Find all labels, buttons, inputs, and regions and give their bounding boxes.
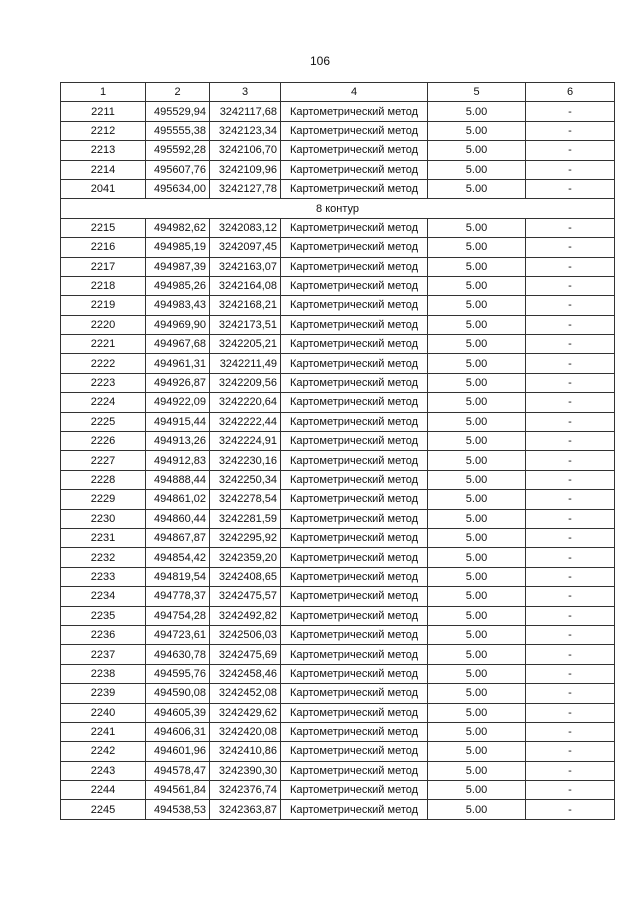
table-row: [61, 354, 615, 373]
cell-point-number: 2220: [61, 315, 146, 334]
cell-note: -: [526, 625, 615, 644]
cell-coord-x: 494860,44: [146, 509, 210, 528]
cell-coord-x: 494969,90: [146, 315, 210, 334]
cell-point-number: 2232: [61, 548, 146, 567]
cell-accuracy: 5.00: [428, 432, 526, 451]
cell-accuracy: 5.00: [428, 625, 526, 644]
cell-accuracy: 5.00: [428, 781, 526, 800]
cell-note: -: [526, 781, 615, 800]
cell-point-number: 2228: [61, 470, 146, 489]
cell-method: Картометрический метод: [281, 335, 428, 354]
cell-coord-x: 495592,28: [146, 141, 210, 160]
table-row: [61, 781, 615, 800]
cell-accuracy: 5.00: [428, 509, 526, 528]
cell-point-number: 2227: [61, 451, 146, 470]
cell-accuracy: 5.00: [428, 335, 526, 354]
cell-coord-x: 494606,31: [146, 722, 210, 741]
table-row: [61, 528, 615, 547]
table-row: [61, 179, 615, 198]
coordinates-table: [60, 82, 615, 820]
cell-note: -: [526, 761, 615, 780]
cell-coord-y: 3242123,34: [210, 121, 281, 140]
cell-method: Картометрический метод: [281, 160, 428, 179]
table-row: [61, 645, 615, 664]
table-row: [61, 606, 615, 625]
cell-point-number: 2214: [61, 160, 146, 179]
cell-coord-y: 3242117,68: [210, 102, 281, 121]
table-row: [61, 160, 615, 179]
cell-note: -: [526, 490, 615, 509]
cell-point-number: 2231: [61, 528, 146, 547]
table-row: [61, 276, 615, 295]
table-row: [61, 412, 615, 431]
cell-coord-y: 3242376,74: [210, 781, 281, 800]
cell-method: Картометрический метод: [281, 548, 428, 567]
cell-point-number: 2219: [61, 296, 146, 315]
header-col-1: 1: [61, 83, 146, 102]
cell-coord-x: 494861,02: [146, 490, 210, 509]
cell-note: -: [526, 238, 615, 257]
cell-coord-x: 494538,53: [146, 800, 210, 819]
cell-method: Картометрический метод: [281, 684, 428, 703]
cell-point-number: 2221: [61, 335, 146, 354]
cell-note: -: [526, 102, 615, 121]
cell-coord-y: 3242230,16: [210, 451, 281, 470]
cell-coord-y: 3242281,59: [210, 509, 281, 528]
cell-method: Картометрический метод: [281, 141, 428, 160]
table-row: [61, 490, 615, 509]
cell-note: -: [526, 800, 615, 819]
cell-note: -: [526, 296, 615, 315]
cell-note: -: [526, 548, 615, 567]
cell-accuracy: 5.00: [428, 141, 526, 160]
cell-method: Картометрический метод: [281, 218, 428, 237]
cell-point-number: 2234: [61, 587, 146, 606]
table-row: [61, 722, 615, 741]
cell-coord-x: 494578,47: [146, 761, 210, 780]
cell-coord-x: 494778,37: [146, 587, 210, 606]
cell-note: -: [526, 684, 615, 703]
table-row: [61, 587, 615, 606]
cell-method: Картометрический метод: [281, 179, 428, 198]
cell-method: Картометрический метод: [281, 761, 428, 780]
cell-accuracy: 5.00: [428, 238, 526, 257]
cell-point-number: 2243: [61, 761, 146, 780]
cell-point-number: 2237: [61, 645, 146, 664]
cell-coord-y: 3242164,08: [210, 276, 281, 295]
table-row: [61, 432, 615, 451]
cell-note: -: [526, 354, 615, 373]
table-row: [61, 296, 615, 315]
table-row: [61, 121, 615, 140]
cell-accuracy: 5.00: [428, 703, 526, 722]
cell-coord-x: 494915,44: [146, 412, 210, 431]
cell-coord-y: 3242458,46: [210, 664, 281, 683]
cell-accuracy: 5.00: [428, 296, 526, 315]
cell-point-number: 2216: [61, 238, 146, 257]
cell-method: Картометрический метод: [281, 257, 428, 276]
cell-method: Картометрический метод: [281, 587, 428, 606]
page-number: 106: [309, 54, 331, 68]
header-col-2: 2: [146, 83, 210, 102]
cell-note: -: [526, 160, 615, 179]
table-row: [61, 470, 615, 489]
cell-method: Картометрический метод: [281, 490, 428, 509]
cell-coord-y: 3242205,21: [210, 335, 281, 354]
cell-coord-y: 3242492,82: [210, 606, 281, 625]
cell-coord-y: 3242224,91: [210, 432, 281, 451]
cell-accuracy: 5.00: [428, 722, 526, 741]
header-col-6: 6: [526, 83, 615, 102]
table-row: [61, 238, 615, 257]
cell-point-number: 2241: [61, 722, 146, 741]
cell-coord-x: 494630,78: [146, 645, 210, 664]
cell-note: -: [526, 276, 615, 295]
cell-point-number: 2235: [61, 606, 146, 625]
cell-note: -: [526, 393, 615, 412]
cell-point-number: 2212: [61, 121, 146, 140]
table-row: [61, 800, 615, 819]
cell-point-number: 2239: [61, 684, 146, 703]
cell-point-number: 2240: [61, 703, 146, 722]
cell-point-number: 2225: [61, 412, 146, 431]
cell-accuracy: 5.00: [428, 102, 526, 121]
header-col-4: 4: [281, 83, 428, 102]
cell-method: Картометрический метод: [281, 722, 428, 741]
cell-accuracy: 5.00: [428, 354, 526, 373]
cell-accuracy: 5.00: [428, 451, 526, 470]
cell-coord-y: 3242475,69: [210, 645, 281, 664]
table-row: [61, 393, 615, 412]
table-body-before: [61, 102, 615, 199]
cell-coord-x: 494922,09: [146, 393, 210, 412]
cell-coord-x: 494723,61: [146, 625, 210, 644]
cell-method: Картометрический метод: [281, 645, 428, 664]
cell-coord-y: 3242173,51: [210, 315, 281, 334]
cell-method: Картометрический метод: [281, 703, 428, 722]
cell-method: Картометрический метод: [281, 393, 428, 412]
section-label: 8 контур: [61, 199, 615, 218]
cell-method: Картометрический метод: [281, 102, 428, 121]
cell-coord-y: 3242420,08: [210, 722, 281, 741]
cell-note: -: [526, 645, 615, 664]
cell-note: -: [526, 373, 615, 392]
cell-accuracy: 5.00: [428, 606, 526, 625]
cell-coord-x: 494601,96: [146, 742, 210, 761]
cell-note: -: [526, 606, 615, 625]
cell-point-number: 2238: [61, 664, 146, 683]
cell-point-number: 2215: [61, 218, 146, 237]
cell-point-number: 2041: [61, 179, 146, 198]
cell-coord-y: 3242452,08: [210, 684, 281, 703]
cell-coord-x: 494590,08: [146, 684, 210, 703]
table-row: [61, 141, 615, 160]
header-row: [61, 83, 615, 102]
cell-note: -: [526, 335, 615, 354]
cell-coord-x: 495634,00: [146, 179, 210, 198]
table-row: [61, 664, 615, 683]
cell-note: -: [526, 257, 615, 276]
cell-coord-y: 3242083,12: [210, 218, 281, 237]
cell-method: Картометрический метод: [281, 296, 428, 315]
cell-coord-y: 3242222,44: [210, 412, 281, 431]
cell-method: Картометрический метод: [281, 470, 428, 489]
cell-note: -: [526, 141, 615, 160]
cell-method: Картометрический метод: [281, 238, 428, 257]
cell-coord-y: 3242359,20: [210, 548, 281, 567]
cell-coord-y: 3242209,56: [210, 373, 281, 392]
cell-coord-y: 3242127,78: [210, 179, 281, 198]
cell-note: -: [526, 703, 615, 722]
cell-point-number: 2230: [61, 509, 146, 528]
cell-coord-x: 494985,26: [146, 276, 210, 295]
header-col-5: 5: [428, 83, 526, 102]
cell-note: -: [526, 179, 615, 198]
cell-coord-y: 3242363,87: [210, 800, 281, 819]
table-row: [61, 451, 615, 470]
table-row: [61, 742, 615, 761]
cell-note: -: [526, 567, 615, 586]
cell-method: Картометрический метод: [281, 373, 428, 392]
cell-method: Картометрический метод: [281, 625, 428, 644]
cell-coord-y: 3242475,57: [210, 587, 281, 606]
cell-point-number: 2229: [61, 490, 146, 509]
table-row: [61, 509, 615, 528]
cell-coord-x: 494888,44: [146, 470, 210, 489]
header-col-3: 3: [210, 83, 281, 102]
cell-method: Картометрический метод: [281, 606, 428, 625]
table-row: [61, 567, 615, 586]
cell-coord-y: 3242220,64: [210, 393, 281, 412]
table-row: [61, 684, 615, 703]
cell-coord-x: 494961,31: [146, 354, 210, 373]
cell-accuracy: 5.00: [428, 567, 526, 586]
cell-coord-x: 494983,43: [146, 296, 210, 315]
cell-coord-x: 495529,94: [146, 102, 210, 121]
cell-method: Картометрический метод: [281, 451, 428, 470]
cell-point-number: 2211: [61, 102, 146, 121]
cell-method: Картометрический метод: [281, 781, 428, 800]
cell-method: Картометрический метод: [281, 664, 428, 683]
cell-point-number: 2242: [61, 742, 146, 761]
cell-accuracy: 5.00: [428, 684, 526, 703]
cell-coord-x: 494754,28: [146, 606, 210, 625]
cell-point-number: 2226: [61, 432, 146, 451]
cell-coord-y: 3242097,45: [210, 238, 281, 257]
cell-accuracy: 5.00: [428, 742, 526, 761]
cell-note: -: [526, 587, 615, 606]
cell-note: -: [526, 509, 615, 528]
table-row: [61, 625, 615, 644]
cell-note: -: [526, 315, 615, 334]
table-row: [61, 761, 615, 780]
cell-method: Картометрический метод: [281, 800, 428, 819]
cell-coord-y: 3242295,92: [210, 528, 281, 547]
section-body: [61, 199, 615, 218]
cell-accuracy: 5.00: [428, 490, 526, 509]
cell-accuracy: 5.00: [428, 276, 526, 295]
cell-accuracy: 5.00: [428, 218, 526, 237]
cell-accuracy: 5.00: [428, 315, 526, 334]
cell-accuracy: 5.00: [428, 761, 526, 780]
cell-point-number: 2223: [61, 373, 146, 392]
cell-coord-x: 494605,39: [146, 703, 210, 722]
cell-coord-y: 3242168,21: [210, 296, 281, 315]
cell-note: -: [526, 722, 615, 741]
cell-accuracy: 5.00: [428, 179, 526, 198]
cell-accuracy: 5.00: [428, 373, 526, 392]
cell-note: -: [526, 121, 615, 140]
cell-coord-x: 494854,42: [146, 548, 210, 567]
cell-accuracy: 5.00: [428, 587, 526, 606]
cell-coord-x: 495607,76: [146, 160, 210, 179]
cell-coord-y: 3242109,96: [210, 160, 281, 179]
cell-point-number: 2217: [61, 257, 146, 276]
cell-coord-x: 495555,38: [146, 121, 210, 140]
cell-coord-x: 494867,87: [146, 528, 210, 547]
cell-coord-y: 3242410,86: [210, 742, 281, 761]
cell-accuracy: 5.00: [428, 664, 526, 683]
cell-coord-y: 3242106,70: [210, 141, 281, 160]
cell-note: -: [526, 470, 615, 489]
cell-coord-y: 3242163,07: [210, 257, 281, 276]
cell-point-number: 2218: [61, 276, 146, 295]
cell-method: Картометрический метод: [281, 121, 428, 140]
cell-coord-y: 3242211,49: [210, 354, 281, 373]
table-row: [61, 218, 615, 237]
table-row: [61, 315, 615, 334]
cell-accuracy: 5.00: [428, 160, 526, 179]
cell-method: Картометрический метод: [281, 509, 428, 528]
cell-note: -: [526, 412, 615, 431]
cell-accuracy: 5.00: [428, 645, 526, 664]
cell-accuracy: 5.00: [428, 800, 526, 819]
cell-point-number: 2245: [61, 800, 146, 819]
cell-accuracy: 5.00: [428, 412, 526, 431]
cell-note: -: [526, 432, 615, 451]
cell-coord-x: 494561,84: [146, 781, 210, 800]
cell-method: Картометрический метод: [281, 432, 428, 451]
cell-point-number: 2233: [61, 567, 146, 586]
table-row: [61, 703, 615, 722]
cell-method: Картометрический метод: [281, 742, 428, 761]
cell-coord-x: 494595,76: [146, 664, 210, 683]
cell-method: Картометрический метод: [281, 412, 428, 431]
cell-coord-x: 494985,19: [146, 238, 210, 257]
cell-coord-y: 3242429,62: [210, 703, 281, 722]
cell-coord-x: 494912,83: [146, 451, 210, 470]
cell-accuracy: 5.00: [428, 393, 526, 412]
cell-coord-y: 3242506,03: [210, 625, 281, 644]
cell-note: -: [526, 664, 615, 683]
cell-coord-y: 3242250,34: [210, 470, 281, 489]
cell-accuracy: 5.00: [428, 121, 526, 140]
cell-coord-x: 494982,62: [146, 218, 210, 237]
cell-coord-y: 3242278,54: [210, 490, 281, 509]
cell-point-number: 2224: [61, 393, 146, 412]
cell-accuracy: 5.00: [428, 257, 526, 276]
cell-method: Картометрический метод: [281, 528, 428, 547]
cell-coord-x: 494819,54: [146, 567, 210, 586]
cell-note: -: [526, 742, 615, 761]
cell-note: -: [526, 218, 615, 237]
cell-method: Картометрический метод: [281, 315, 428, 334]
cell-accuracy: 5.00: [428, 528, 526, 547]
cell-coord-x: 494926,87: [146, 373, 210, 392]
cell-point-number: 2222: [61, 354, 146, 373]
cell-coord-y: 3242408,65: [210, 567, 281, 586]
cell-method: Картометрический метод: [281, 276, 428, 295]
cell-method: Картометрический метод: [281, 354, 428, 373]
table-row: [61, 257, 615, 276]
cell-note: -: [526, 451, 615, 470]
cell-point-number: 2213: [61, 141, 146, 160]
cell-method: Картометрический метод: [281, 567, 428, 586]
cell-accuracy: 5.00: [428, 470, 526, 489]
cell-accuracy: 5.00: [428, 548, 526, 567]
cell-note: -: [526, 528, 615, 547]
cell-coord-y: 3242390,30: [210, 761, 281, 780]
cell-point-number: 2244: [61, 781, 146, 800]
table-body-after: [61, 218, 615, 819]
cell-coord-x: 494967,68: [146, 335, 210, 354]
cell-coord-x: 494913,26: [146, 432, 210, 451]
table-row: [61, 102, 615, 121]
table-row: [61, 548, 615, 567]
table-row: [61, 335, 615, 354]
cell-coord-x: 494987,39: [146, 257, 210, 276]
section-row: [61, 199, 615, 218]
table-row: [61, 373, 615, 392]
cell-point-number: 2236: [61, 625, 146, 644]
